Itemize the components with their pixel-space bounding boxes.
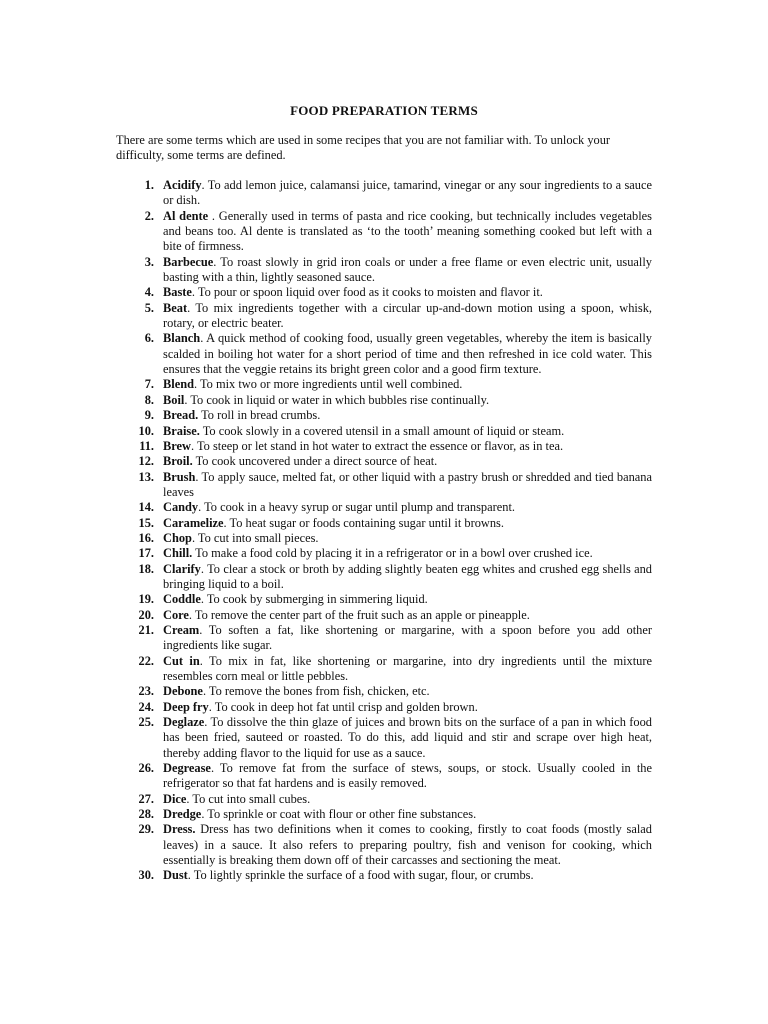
term-name: Dice: [163, 791, 187, 806]
term-number: 7.: [144, 377, 154, 392]
term-item: [116, 868, 652, 883]
term-item: [116, 516, 652, 531]
term-definition: . To sprinkle or coat with flour or other fine substances.: [201, 807, 477, 822]
term-number: 23.: [138, 684, 154, 699]
term-number: 24.: [138, 699, 154, 714]
term-name: Chop: [163, 530, 192, 545]
term-definition: . To remove the bones from fish, chicken, etc.: [202, 684, 430, 699]
term-item: [116, 301, 652, 332]
terms-list: [116, 178, 652, 884]
term-item: [116, 623, 652, 654]
term-name: Clarify: [163, 561, 201, 576]
term-item: [116, 285, 652, 300]
term-item: [116, 822, 652, 868]
term-number: 18.: [138, 561, 154, 576]
term-name: Caramelize: [163, 515, 224, 530]
term-name: Core: [163, 607, 189, 622]
term-definition: . To cook by submerging in simmering liquid.: [200, 592, 428, 607]
term-item: [116, 500, 652, 515]
term-name: Acidify: [163, 178, 202, 192]
term-definition: . To pour or spoon liquid over food as it cooks to moisten and flavor it.: [191, 285, 543, 300]
term-definition: . To remove the center part of the fruit such as an apple or pineapple.: [188, 607, 530, 622]
term-name: Dress.: [163, 822, 196, 837]
term-number: 29.: [138, 822, 154, 837]
term-name: Beat: [163, 300, 188, 315]
term-name: Broil.: [163, 454, 193, 469]
term-definition: . To cook in a heavy syrup or sugar until plump and transparent.: [198, 500, 515, 515]
intro-paragraph: There are some terms which are used in some recipes that you are not familiar with. To unlock your difficulty, some terms are defined.: [116, 133, 611, 163]
term-name: Dust: [163, 868, 188, 883]
term-item: [116, 608, 652, 623]
term-definition: . Generally used in terms of pasta and rice cooking, but technically includes vegetables and beans too. Al dente is translated as ‘to the tooth’ meaning something cooked but left with a bite of firmness.: [163, 208, 652, 254]
term-name: Deglaze: [163, 715, 205, 730]
term-item: [116, 807, 652, 822]
term-definition: . A quick method of cooking food, usually green vegetables, whereby the item is basically scalded in boiling hot water for a short period of time and then refreshed in ice cold water. This ensures that the veggie retains its bright green color and a good firm texture.: [163, 331, 652, 377]
term-number: 12.: [138, 454, 154, 469]
term-item: [116, 562, 652, 593]
term-item: [116, 546, 652, 561]
term-definition: . To mix ingredients together with a circular up-and-down motion using a spoon, whisk, rotary, or electric beater.: [163, 300, 652, 331]
term-item: [116, 393, 652, 408]
term-name: Brew: [163, 438, 191, 453]
term-number: 1.: [144, 178, 154, 192]
term-number: 17.: [138, 546, 154, 561]
term-number: 11.: [139, 438, 154, 453]
term-name: Blanch: [163, 331, 201, 346]
term-number: 10.: [138, 423, 154, 438]
term-item: [116, 439, 652, 454]
term-number: 20.: [138, 607, 154, 622]
term-number: 5.: [144, 300, 154, 315]
term-definition: . To steep or let stand in hot water to extract the essence or flavor, as in tea.: [191, 438, 564, 453]
term-number: 19.: [138, 592, 154, 607]
term-number: 30.: [138, 868, 154, 883]
term-definition: . To lightly sprinkle the surface of a food with sugar, flour, or crumbs.: [187, 868, 534, 883]
term-item: [116, 684, 652, 699]
term-number: 9.: [144, 408, 154, 423]
term-definition: Dress has two definitions when it comes to cooking, firstly to coat foods (mostly salad leaves) in a sauce. It also refers to preparing poultry, fish and venison for cooking, which essentially is breaking them down off of their carcasses and sectioning the meat.: [163, 822, 652, 868]
term-item: [116, 470, 652, 501]
term-definition: . To heat sugar or foods containing sugar until it browns.: [223, 515, 504, 530]
document-title: FOOD PREPARATION TERMS: [290, 103, 478, 118]
term-definition: . To roast slowly in grid iron coals or under a free flame or even electric unit, usually basting with a thin, lightly seasoned sauce.: [163, 254, 652, 285]
term-item: [116, 700, 652, 715]
term-name: Degrease: [163, 761, 211, 776]
term-number: 6.: [144, 331, 154, 346]
term-definition: To cook slowly in a covered utensil in a small amount of liquid or steam.: [199, 423, 565, 438]
term-name: Dredge: [163, 807, 202, 822]
term-name: Chill.: [163, 546, 193, 561]
term-name: Deep fry: [163, 699, 209, 714]
term-name: Cut in: [163, 653, 200, 668]
term-number: 25.: [138, 715, 154, 730]
term-number: 4.: [144, 285, 154, 300]
term-definition: To cook uncovered under a direct source of heat.: [192, 454, 438, 469]
term-item: [116, 209, 652, 255]
term-item: [116, 377, 652, 392]
term-number: 27.: [138, 791, 154, 806]
term-number: 21.: [138, 622, 154, 637]
term-number: 14.: [138, 500, 154, 515]
term-definition: . To dissolve the thin glaze of juices and brown bits on the surface of a pan in which food has been fried, sauteed or roasted. To do this, add liquid and stir and scrape over high heat, thereby adding flavor to the liquid for use as a sauce.: [163, 715, 652, 760]
term-definition: . To remove fat from the surface of stews, soups, or stock. Usually cooled in the refrigerator so that fat hardens and is easily removed.: [163, 761, 652, 791]
term-definition: . To apply sauce, melted fat, or other liquid with a pastry brush or shredded and tied banana leaves: [163, 469, 652, 499]
term-number: 26.: [138, 761, 154, 776]
term-name: Boil: [163, 392, 185, 407]
term-item: [116, 424, 652, 439]
term-number: 3.: [144, 254, 154, 269]
term-number: 13.: [138, 469, 154, 484]
term-number: 8.: [144, 392, 154, 407]
term-definition: To make a food cold by placing it in a refrigerator or in a bowl over crushed ice.: [192, 546, 593, 561]
term-item: [116, 255, 652, 286]
term-item: [116, 792, 652, 807]
term-item: [116, 178, 652, 209]
term-definition: . To cook in deep hot fat until crisp and golden brown.: [208, 699, 478, 714]
term-item: [116, 592, 652, 607]
term-name: Coddle: [163, 592, 201, 607]
term-number: 2.: [144, 208, 154, 223]
term-definition: . To cook in liquid or water in which bubbles rise continually.: [184, 392, 490, 407]
term-definition: . To soften a fat, like shortening or margarine, with a spoon before you add other ingredients like sugar.: [163, 622, 652, 653]
term-item: [116, 531, 652, 546]
term-definition: . To mix two or more ingredients until well combined.: [194, 377, 463, 392]
term-name: Brush: [163, 469, 196, 484]
term-name: Cream: [163, 622, 200, 637]
term-name: Blend: [163, 377, 194, 392]
term-item: [116, 454, 652, 469]
term-name: Debone: [163, 684, 203, 699]
term-name: Bread.: [163, 408, 199, 423]
term-number: 15.: [138, 515, 154, 530]
term-number: 16.: [138, 530, 154, 545]
term-item: [116, 331, 652, 377]
term-name: Baste: [163, 285, 192, 300]
term-definition: . To add lemon juice, calamansi juice, tamarind, vinegar or any sour ingredients to a sauce or dish.: [163, 178, 652, 208]
term-item: [116, 761, 652, 792]
term-item: [116, 654, 652, 685]
term-definition: . To clear a stock or broth by adding slightly beaten egg whites and crushed egg shells and bringing liquid to a boil.: [163, 561, 652, 591]
term-definition: . To mix in fat, like shortening or margarine, into dry ingredients until the mixture resembles corn meal or little pebbles.: [163, 653, 652, 683]
term-number: 22.: [138, 653, 154, 668]
term-definition: . To cut into small pieces.: [191, 530, 319, 545]
term-name: Candy: [163, 500, 199, 515]
term-definition: . To cut into small cubes.: [186, 791, 311, 806]
term-item: [116, 408, 652, 423]
term-item: [116, 715, 652, 761]
term-number: 28.: [138, 807, 154, 822]
term-name: Al dente: [163, 208, 209, 223]
term-name: Braise.: [163, 423, 200, 438]
term-name: Barbecue: [163, 254, 214, 269]
term-definition: To roll in bread crumbs.: [198, 408, 321, 423]
